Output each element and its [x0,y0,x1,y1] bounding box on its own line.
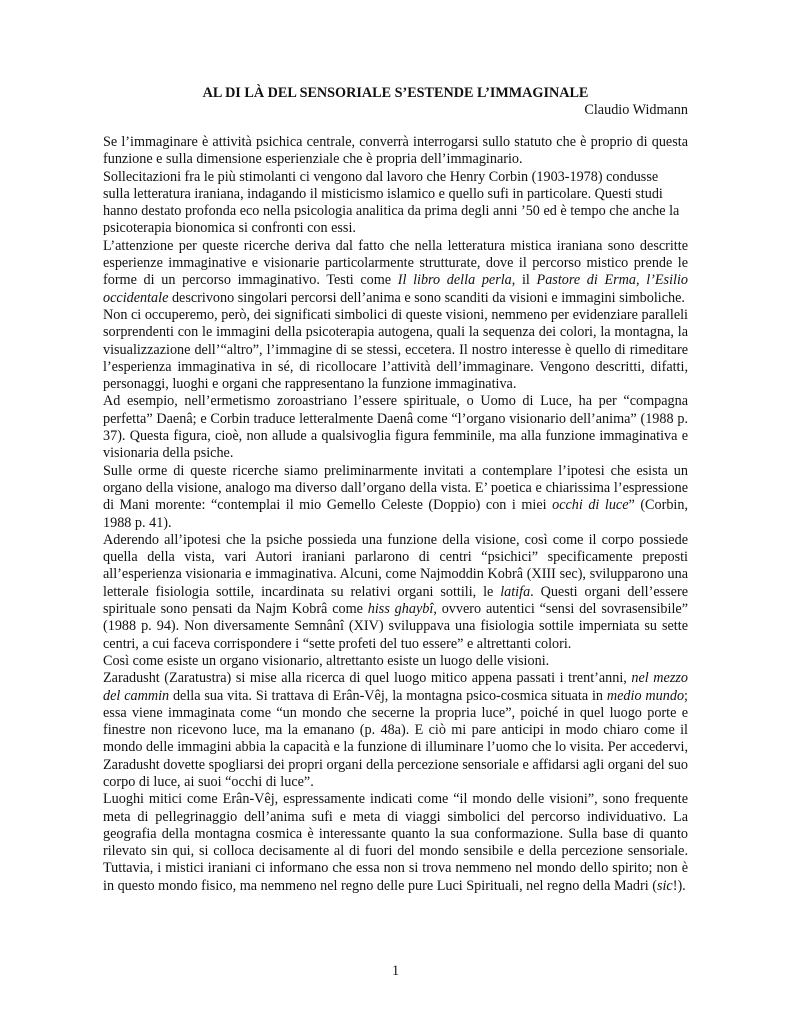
text-run: Così come esiste un organo visionario, altrettanto esiste un luogo delle visioni. [103,652,550,669]
document-author: Claudio Widmann [584,102,688,118]
paragraph-2 [103,169,688,238]
text-run: Sulle orme di queste ricerche siamo preliminarmente invitati a contemplare l’ipotesi che esista un organo della visione, analogo ma diverso dall’organo della vista. E’ poetica e chiarissima l’espressione di Mani morente: “contemplai il mio Gemello Celeste (Doppio) con i miei [103,462,688,514]
paragraph-4 [103,307,688,393]
text-run: , [636,272,647,289]
paragraph-7 [103,532,688,653]
text-run: L’attenzione per queste ricerche deriva dal fatto che nella letteratura mistica iraniana sono descritte esperienze immaginative e visionarie particolarmente strutturate, dove il percorso mistico prende le forme di un percorso immaginativo. Testi come [103,237,688,289]
paragraph-5 [103,393,688,462]
document-title: AL DI LÀ DEL SENSORIALE S’ESTENDE L’IMMAGINALE [202,85,589,101]
text-run: ” (Corbin, 1988 p. 41). [103,497,689,531]
paragraph-10 [103,791,688,895]
book-title: l’Esilio occidentale [103,272,688,306]
text-run: della sua vita. Si trattava di Erân-Vêj, la montagna psico-cosmica situata in [169,687,607,704]
paragraph-9 [103,670,688,791]
text-run: Se l’immaginare è attività psichica centrale, converrà interrogarsi sullo statuto che è proprio di questa funzione e sulla dimensione esperienziale che è propria dell’immaginario. [103,134,688,168]
text-run: , ovvero autentici “sensi del sovrasensibile” (1988 p. 94). Non diversamente Semnânî (XIV) sviluppava una fisiologia sottile imperniata su sette centri, a cui faceva corrispondere i “sette profeti del tuo essere” e altrettanti colori. [103,601,688,652]
page-number: 1 [391,963,400,979]
text-run: , il [511,272,537,289]
text-run: Ad esempio, nell’ermetismo zoroastriano l’essere spirituale, o Uomo di Luce, ha per “compagna perfetta” Daenâ; e Corbin traduce letteralmente Daenâ come “l’organo visionario dell’anima” (1988 p. 37). Questa figura, cioè, non allude a qualsivoglia figura femminile, ma alla funzione immaginativa e visionaria della psiche. [103,393,688,462]
text-run: Luoghi mitici come Erân-Vêj, espressamente indicati come “il mondo delle visioni”, sono frequente meta di pellegrinaggio dell’anima sufi e meta di viaggi simbolici del percorso individuativo. La geografia della montagna cosmica è interessante quanto la sua conformazione. Sulla base di quanto rilevato sin qui, si colloca decisamente al di fuori del mondo sensibile e della percezione sensoriale. Tuttavia, i mistici iraniani ci informano che essa non si trova nemmeno nel mondo dello spirito; non è in questo mondo fisico, ma nemmeno nel regno delle pure Luci Spirituali, nel regno della Madri ( [103,791,688,894]
document-body [103,134,688,895]
book-title: Pastore di Erma [536,272,637,289]
text-run: ; essa viene immaginata come “un mondo che secerne la propria luce”, poiché in quel luogo porte e finestre non ricevono luce, ma la emanano (p. 48a). E ciò mi pare anticipi in modo chiaro come il mondo delle immagini abbia la capacità e la funzione di illuminare l’uomo che lo visita. Per accedervi, Zaradusht dovette spogliarsi dei propri organi della percezione sensoriale e affidarsi agli organi del suo corpo di luce, ai suoi “occhi di luce”. [103,687,688,790]
emphasis: nel mezzo del cammin [103,670,688,704]
text-run: Zaradusht (Zaratustra) si mise alla ricerca di quel luogo mitico appena passati i trent’anni, [103,670,632,687]
emphasis: sic [656,877,673,894]
text-run: descrivono singolari percorsi dell’anima e sono scanditi da visioni e immagini simboliche. [168,289,685,306]
emphasis: occhi di luce [552,497,629,514]
text-run: . Questi organi dell’essere spirituale sono pensati da Najm Kobrâ come [103,583,688,618]
paragraph-1 [103,134,688,169]
text-run: Sollecitazioni fra le più stimolanti ci vengono dal lavoro che Henry Corbin (1903-1978) condusse sulla letteratura iraniana, indagando il misticismo islamico e quello sufi in particolare. Questi studi hanno destato profonda eco nella psicologia analitica da prima degli anni ’50 ed è tempo che anche la psicoterapia bionomica si confronti con essi. [103,168,680,237]
emphasis: medio mundo [606,687,685,704]
text-run: Aderendo all’ipotesi che la psiche possieda una funzione della visione, così come il corpo possiede quella della vista, vari Autori iraniani parlarono di centri “psichici” specificamente preposti all’esperienza visionaria e immaginativa. Alcuni, come Najmoddin Kobrâ (XIII sec), svilupparono una letterale fisiologia sottile, incardinata su relativi organi sottili, le [103,531,688,600]
paragraph-8 [103,653,688,670]
book-title: Il libro della perla [397,272,512,289]
emphasis: hiss ghaybî [367,601,434,618]
paragraph-6 [103,463,688,532]
text-run: Non ci occuperemo, però, dei significati simbolici di queste visioni, nemmeno per evidenziare paralleli sorprendenti con le immagini della psicoterapia autogena, quali la sequenza dei colori, la montagna, la visualizzazione dell’“altro”, l’immagine di se stessi, eccetera. Il nostro interesse è quello di rimeditare l’esperienza immaginativa in sé, di ricollocare l’attività dell’immaginare. Vengono descritti, difatti, personaggi, luoghi e organi che rappresentano la funzione immaginativa. [103,306,688,393]
text-run: !). [672,877,686,894]
emphasis: latifa [500,583,531,600]
paragraph-3 [103,238,688,307]
